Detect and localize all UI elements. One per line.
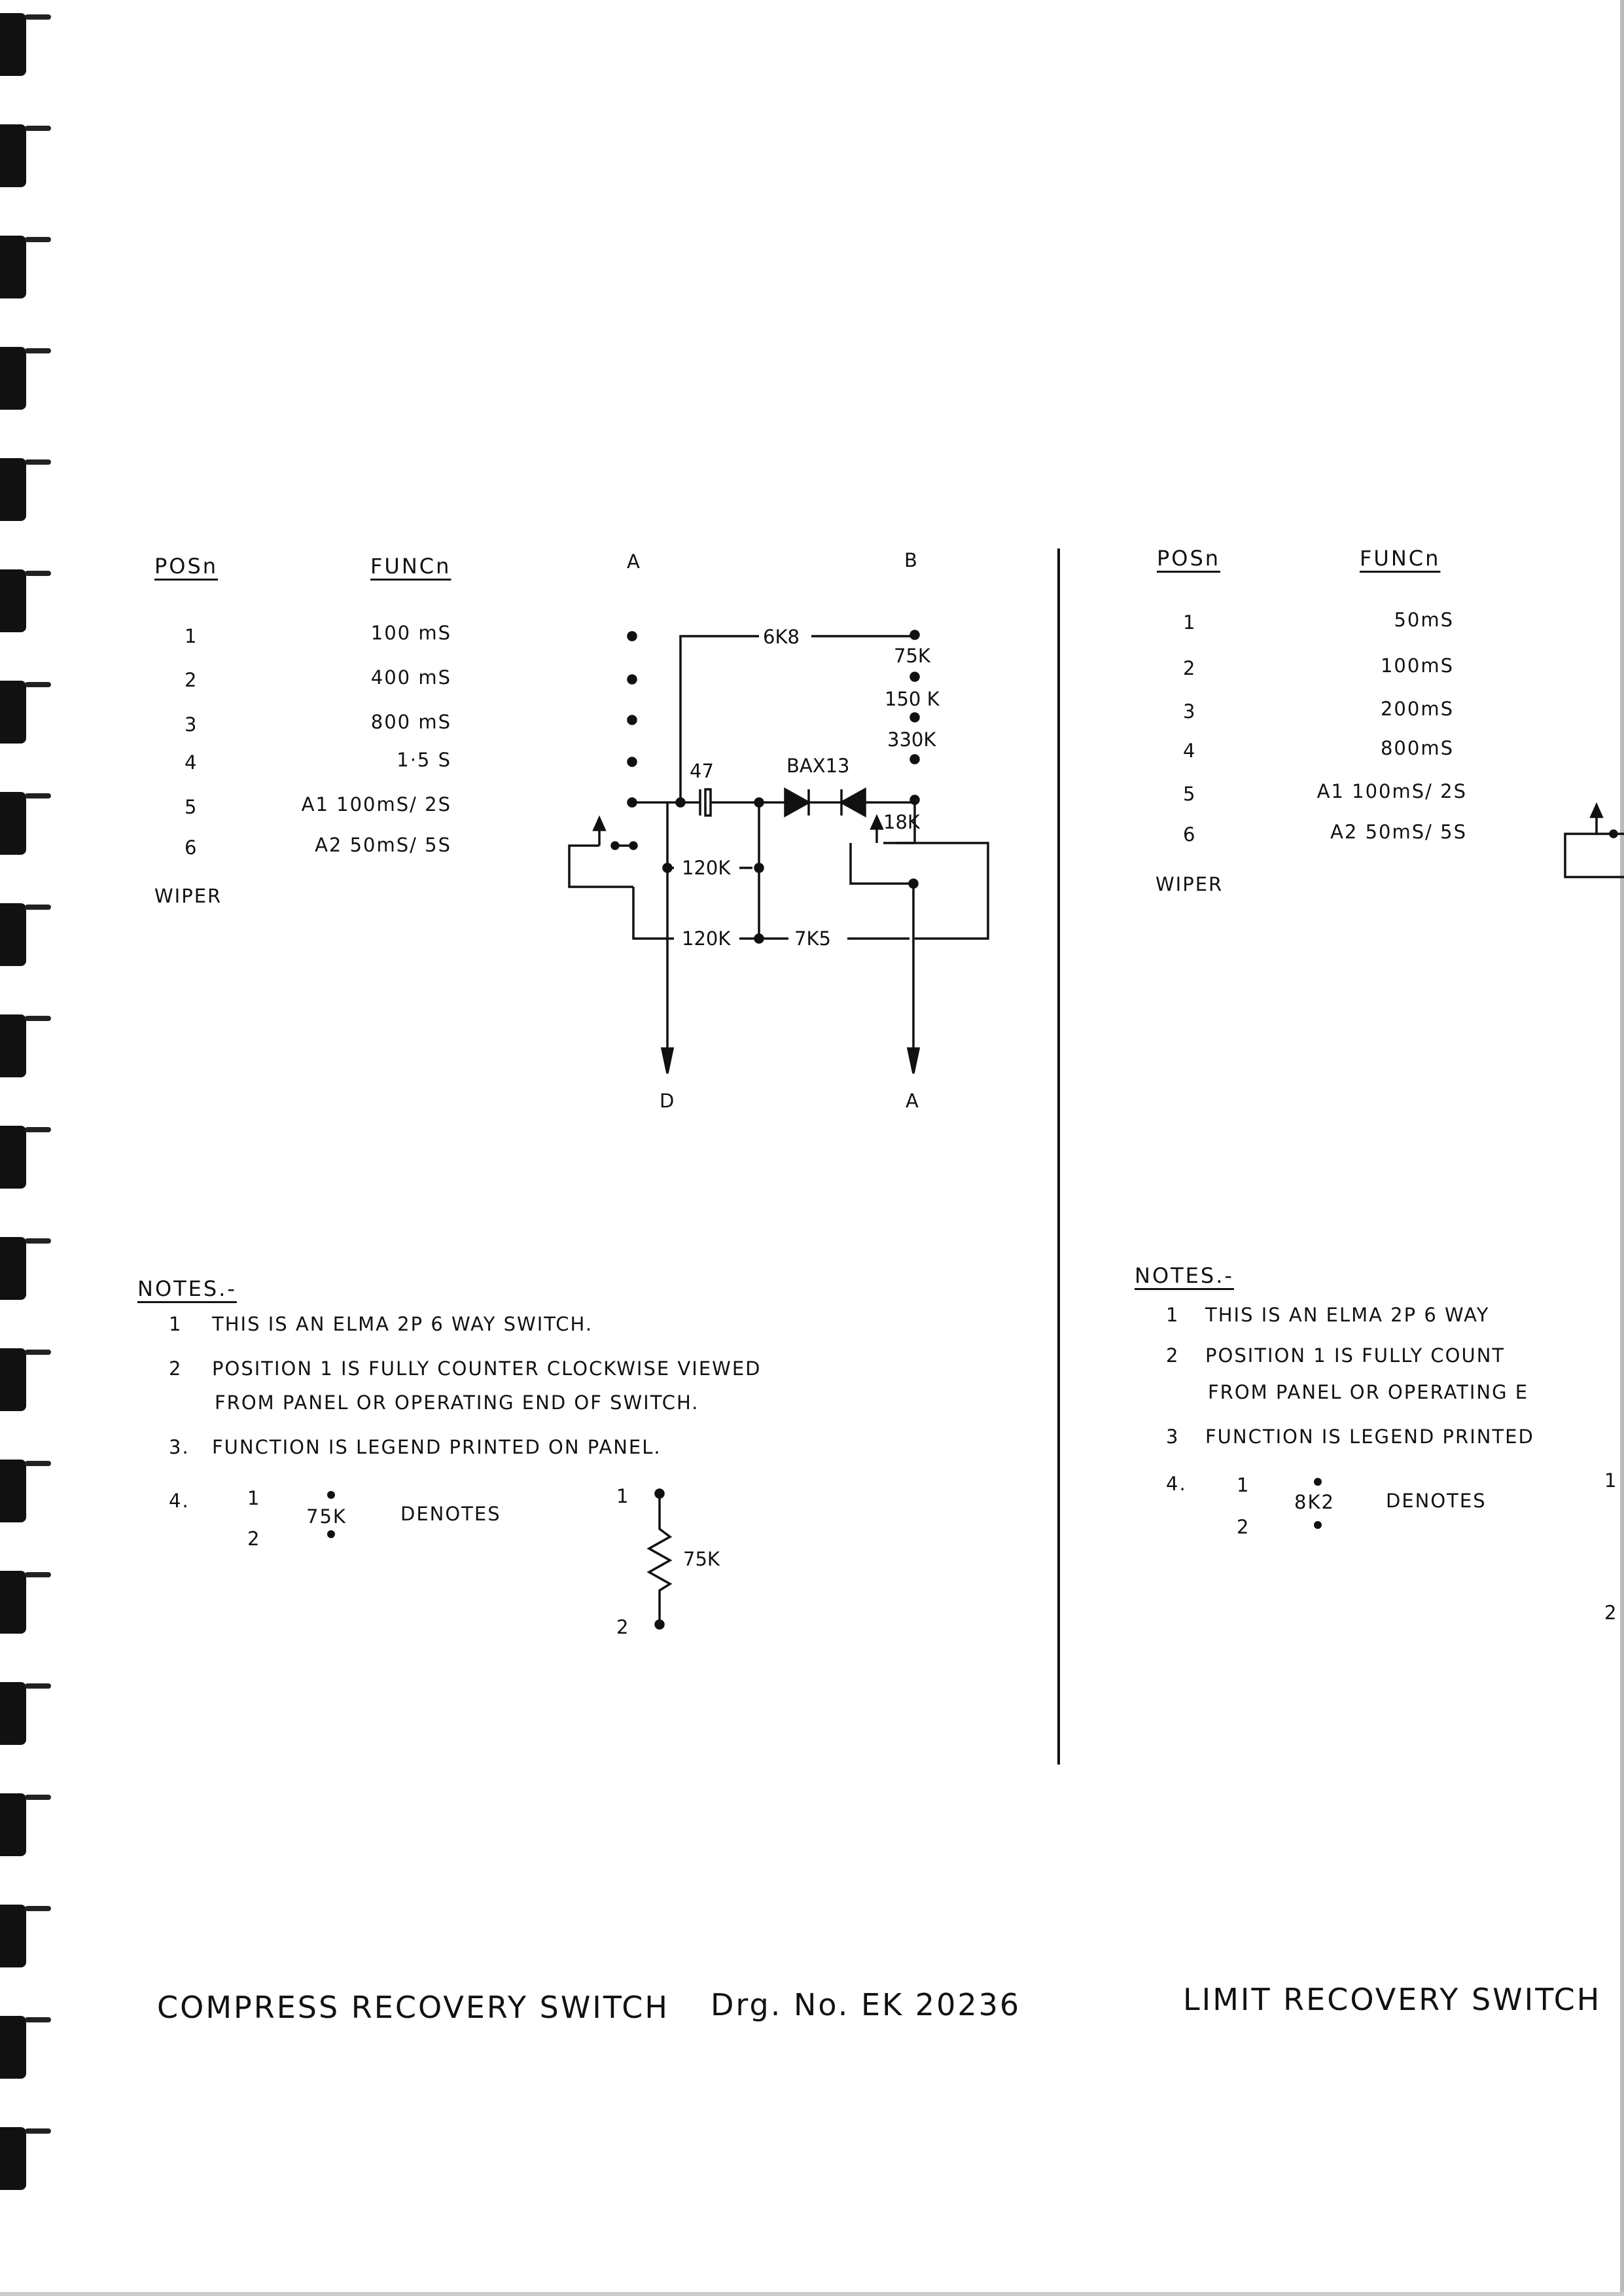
legend-resistor-pin-2: 2 bbox=[616, 1616, 629, 1638]
func-2-right: 100mS bbox=[1380, 655, 1454, 677]
func-1: 100 mS bbox=[370, 622, 451, 644]
resistor-7k5: 7K5 bbox=[794, 927, 831, 950]
legend-pin-2-right: 2 bbox=[1237, 1516, 1250, 1538]
pos-1-right: 1 bbox=[1183, 611, 1197, 634]
note-2-number-right: 2 bbox=[1166, 1344, 1180, 1367]
capacitor-47: 47 bbox=[690, 760, 714, 782]
pos-4-right: 4 bbox=[1183, 740, 1197, 762]
legend-pin-1-right: 1 bbox=[1237, 1474, 1250, 1496]
output-d-label: D bbox=[660, 1090, 675, 1112]
legend-dot-2 bbox=[327, 1530, 335, 1538]
legend-denotes-right: DENOTES bbox=[1386, 1490, 1487, 1512]
note-3-text-right: FUNCTION IS LEGEND PRINTED bbox=[1205, 1426, 1534, 1448]
diode-bax13: BAX13 bbox=[786, 755, 850, 777]
note-1-text-right: THIS IS AN ELMA 2P 6 WAY bbox=[1205, 1304, 1490, 1326]
func-4: 1·5 S bbox=[397, 749, 451, 771]
func-header: FUNCn bbox=[370, 554, 451, 579]
note-1-number-right: 1 bbox=[1166, 1304, 1180, 1326]
resistor-330k: 330K bbox=[887, 728, 936, 751]
legend-dot-2-right bbox=[1314, 1521, 1322, 1529]
func-5: A1 100mS/ 2S bbox=[301, 793, 451, 816]
pos-5: 5 bbox=[185, 796, 198, 818]
legend-value: 75K bbox=[306, 1505, 347, 1528]
note-4-number: 4. bbox=[169, 1490, 190, 1512]
func-header-right: FUNCn bbox=[1360, 546, 1441, 571]
pos-header: POSn bbox=[154, 554, 219, 579]
note-2-text: POSITION 1 IS FULLY COUNTER CLOCKWISE VIEWED bbox=[212, 1357, 762, 1380]
resistor-120k-lower: 120K bbox=[682, 927, 731, 950]
func-3: 800 mS bbox=[370, 711, 451, 733]
pos-6: 6 bbox=[185, 836, 198, 859]
output-a-label: A bbox=[906, 1090, 919, 1112]
notes-header-right: NOTES.- bbox=[1135, 1263, 1234, 1288]
note-2-text-line-2: FROM PANEL OR OPERATING END OF SWITCH. bbox=[215, 1391, 699, 1414]
legend-resistor-value: 75K bbox=[683, 1548, 720, 1570]
legend-dot-1-right bbox=[1314, 1478, 1322, 1486]
panel-divider bbox=[1057, 548, 1060, 1765]
func-4-right: 800mS bbox=[1380, 737, 1454, 759]
pos-header-right: POSn bbox=[1157, 546, 1221, 571]
terminal-a-label: A bbox=[627, 550, 640, 573]
func-6-right: A2 50mS/ 5S bbox=[1330, 821, 1467, 843]
legend-resistor-symbol bbox=[649, 1490, 670, 1628]
pos-3: 3 bbox=[185, 713, 198, 736]
drawing-title: COMPRESS RECOVERY SWITCH bbox=[157, 1990, 669, 2025]
legend-dot-1 bbox=[327, 1491, 335, 1499]
note-2-text-right: POSITION 1 IS FULLY COUNT bbox=[1205, 1344, 1506, 1367]
drawing-number: Drg. No. EK 20236 bbox=[711, 1987, 1021, 2022]
pos-4: 4 bbox=[185, 751, 198, 774]
func-2: 400 mS bbox=[370, 666, 451, 689]
legend-resistor-pin-1-right: 1 bbox=[1604, 1469, 1617, 1492]
note-1-text: THIS IS AN ELMA 2P 6 WAY SWITCH. bbox=[212, 1313, 593, 1335]
func-3-right: 200mS bbox=[1380, 698, 1454, 720]
pos-1: 1 bbox=[185, 625, 198, 647]
resistor-18k: 18K bbox=[883, 811, 920, 833]
resistor-6k8: 6K8 bbox=[763, 626, 800, 648]
resistor-120k-upper: 120K bbox=[682, 857, 731, 879]
legend-denotes: DENOTES bbox=[400, 1503, 501, 1525]
legend-pin-1: 1 bbox=[247, 1487, 261, 1509]
pos-6-right: 6 bbox=[1183, 823, 1197, 846]
pos-2: 2 bbox=[185, 669, 198, 691]
legend-value-right: 8K2 bbox=[1294, 1491, 1335, 1513]
note-3-text: FUNCTION IS LEGEND PRINTED ON PANEL. bbox=[212, 1436, 662, 1458]
legend-resistor-pin-2-right: 2 bbox=[1604, 1602, 1617, 1624]
resistor-75k: 75K bbox=[894, 645, 930, 667]
drawing-title-right: LIMIT RECOVERY SWITCH bbox=[1183, 1982, 1602, 2017]
note-4-number-right: 4. bbox=[1166, 1473, 1187, 1495]
note-3-number: 3. bbox=[169, 1436, 190, 1458]
note-2-text-line-2-right: FROM PANEL OR OPERATING E bbox=[1208, 1381, 1529, 1403]
func-5-right: A1 100mS/ 2S bbox=[1316, 780, 1467, 802]
wiper-label: WIPER bbox=[154, 885, 222, 907]
note-3-number-right: 3 bbox=[1166, 1426, 1180, 1448]
pos-3-right: 3 bbox=[1183, 700, 1197, 723]
terminal-b-label: B bbox=[904, 549, 917, 571]
func-1-right: 50mS bbox=[1394, 609, 1454, 631]
legend-pin-2: 2 bbox=[247, 1528, 261, 1550]
wiper-label-right: WIPER bbox=[1156, 873, 1224, 895]
pos-5-right: 5 bbox=[1183, 783, 1197, 805]
note-2-number: 2 bbox=[169, 1357, 183, 1380]
func-6: A2 50mS/ 5S bbox=[315, 834, 451, 856]
notes-header: NOTES.- bbox=[137, 1276, 237, 1301]
pos-2-right: 2 bbox=[1183, 657, 1197, 679]
resistor-150k: 150 K bbox=[885, 688, 940, 710]
note-1-number: 1 bbox=[169, 1313, 183, 1335]
legend-resistor-pin-1: 1 bbox=[616, 1485, 629, 1507]
limit-schematic-partial bbox=[1565, 805, 1624, 877]
